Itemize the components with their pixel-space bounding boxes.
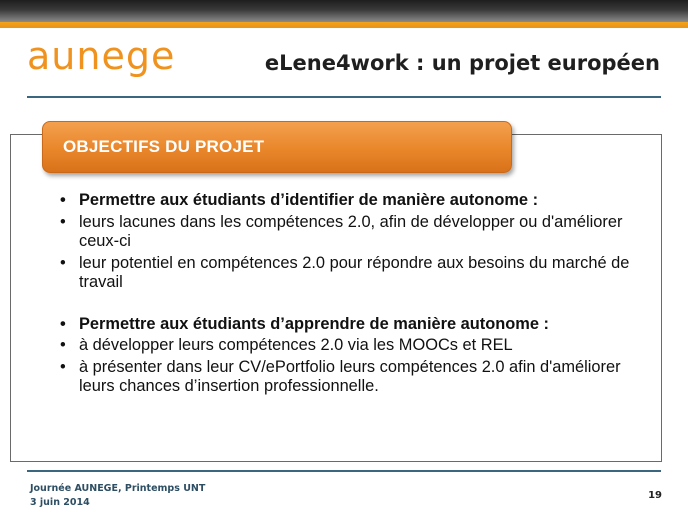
objectives-list xyxy=(58,191,648,397)
list-item xyxy=(58,254,648,293)
list-item-text: leur potentiel en compétences 2.0 pour répondre aux besoins du marché de travail xyxy=(79,253,630,291)
footer-event-name: Journée AUNEGE, Printemps UNT xyxy=(30,483,206,494)
list-item-text: Permettre aux étudiants d’apprendre de manière autonome : xyxy=(79,314,549,333)
section-heading-tab xyxy=(42,121,512,173)
top-accent-stripe xyxy=(0,22,688,28)
list-item xyxy=(58,358,648,397)
bullet-icon: • xyxy=(60,357,66,376)
list-item xyxy=(58,191,648,211)
bullet-icon: • xyxy=(60,314,66,333)
section-heading-label: OBJECTIFS DU PROJET xyxy=(63,137,265,156)
bullet-icon: • xyxy=(60,212,66,231)
title-divider xyxy=(27,96,661,98)
bullet-icon: • xyxy=(60,191,66,209)
list-item-text: à développer leurs compétences 2.0 via les MOOCs et REL xyxy=(79,336,513,354)
list-item xyxy=(58,336,648,356)
list-item xyxy=(58,213,648,252)
top-bar xyxy=(0,0,688,22)
footer-divider xyxy=(27,470,661,472)
page-number: 19 xyxy=(648,490,662,501)
list-item xyxy=(58,315,648,335)
slide-title: eLene4work : un projet européen xyxy=(264,51,660,75)
list-item-text: Permettre aux étudiants d’identifier de manière autonome : xyxy=(79,191,539,209)
list-item-text: à présenter dans leur CV/ePortfolio leurs compétences 2.0 afin d'améliorer leurs chances d’insertion professionnelle. xyxy=(79,357,621,395)
bullet-icon: • xyxy=(60,336,66,354)
footer-event-date: 3 juin 2014 xyxy=(30,497,90,508)
list-item-text: leurs lacunes dans les compétences 2.0, afin de développer ou d'améliorer ceux-ci xyxy=(79,212,623,250)
aunege-logo: aunege xyxy=(27,34,176,78)
footer-event-info xyxy=(30,482,205,510)
bullet-icon: • xyxy=(60,253,66,272)
